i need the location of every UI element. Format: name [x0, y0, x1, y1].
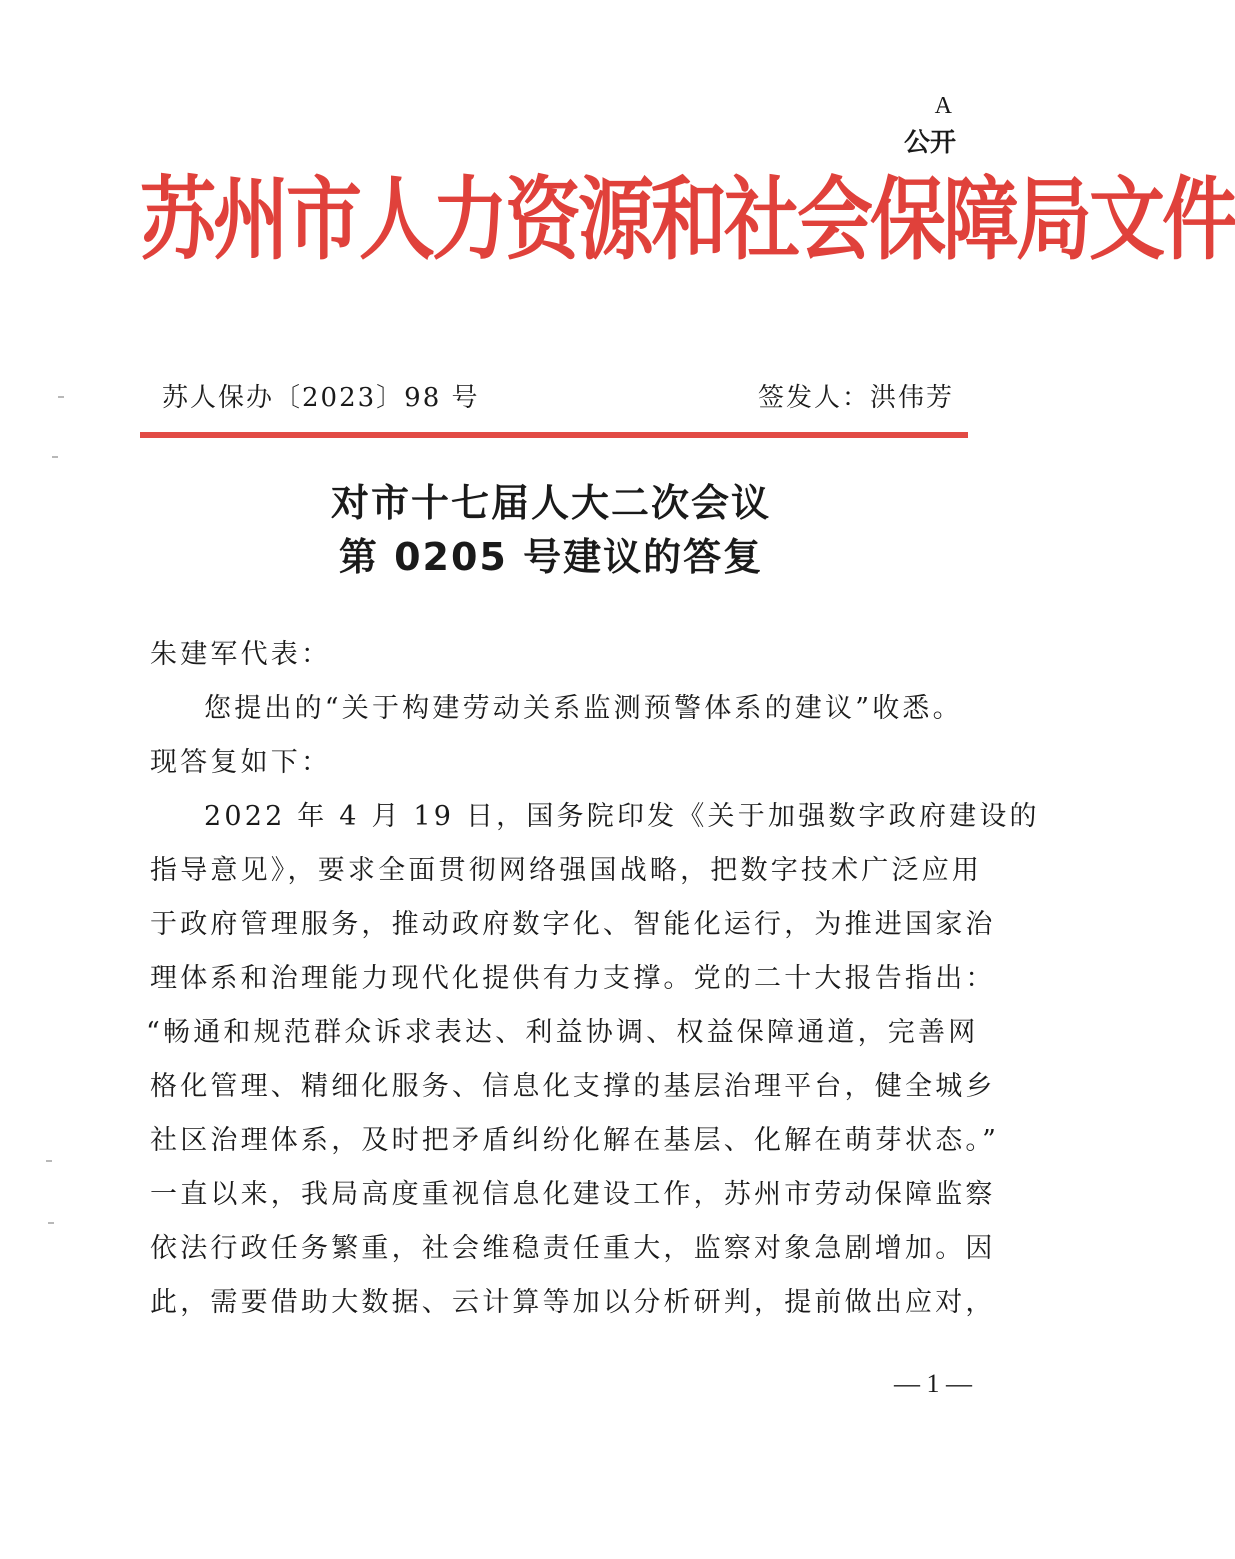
classification-grade: A	[934, 93, 952, 119]
body-line: 依法行政任务繁重，社会维稳责任重大，监察对象急剧增加。因	[150, 1233, 996, 1264]
body-line: 现答复如下：	[150, 747, 332, 778]
document-title-line-2: 第 0205 号建议的答复	[338, 535, 764, 579]
body-line: 此，需要借助大数据、云计算等加以分析研判，提前做出应对，	[150, 1287, 996, 1318]
openness-label: 公开	[903, 128, 956, 158]
body-line: 2022 年 4 月 19 日，国务院印发《关于加强数字政府建设的	[204, 801, 1040, 832]
salutation: 朱建军代表：	[150, 639, 332, 670]
scan-artifact	[52, 456, 58, 458]
body-line: “畅通和规范群众诉求表达、利益协调、权益保障通道，完善网	[146, 1017, 979, 1048]
scan-artifact	[48, 1222, 54, 1224]
body-line: 于政府管理服务，推动政府数字化、智能化运行，为推进国家治	[150, 909, 996, 940]
body-line: 格化管理、精细化服务、信息化支撑的基层治理平台，健全城乡	[150, 1071, 996, 1102]
scan-artifact	[46, 1160, 52, 1162]
body-line: 理体系和治理能力现代化提供有力支撑。党的二十大报告指出：	[150, 963, 996, 994]
signer: 签发人：洪伟芳	[757, 383, 954, 413]
scan-artifact	[58, 396, 64, 398]
masthead-title: 苏州市人力资源和社会保障局文件	[140, 166, 1235, 272]
document-title-line-1: 对市十七届人大二次会议	[330, 481, 771, 525]
document-number: 苏人保办〔2023〕98 号	[162, 383, 480, 413]
page-number: — 1 —	[894, 1369, 972, 1398]
body-line: 一直以来，我局高度重视信息化建设工作，苏州市劳动保障监察	[150, 1179, 996, 1210]
body-line: 社区治理体系，及时把矛盾纠纷化解在基层、化解在萌芽状态。”	[150, 1125, 1000, 1156]
body-line: 您提出的“关于构建劳动关系监测预警体系的建议”收悉。	[204, 693, 963, 724]
body-line: 指导意见》，要求全面贯彻网络强国战略，把数字技术广泛应用	[150, 855, 983, 886]
red-divider	[140, 432, 968, 438]
